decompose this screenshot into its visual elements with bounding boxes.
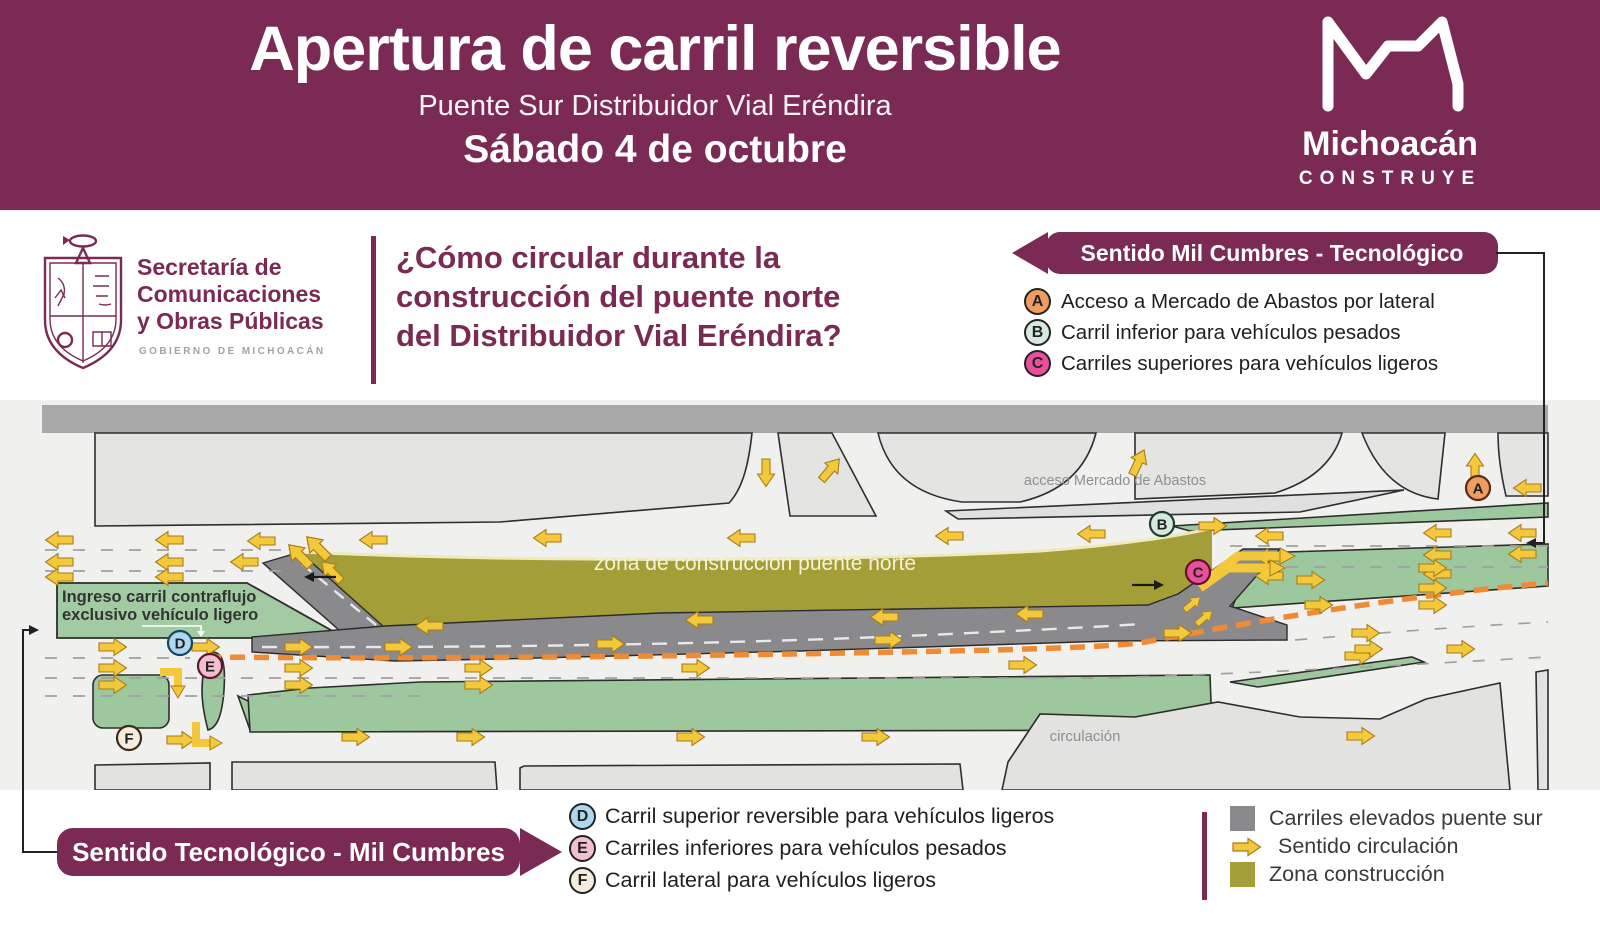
legend-a-text: Acceso a Mercado de Abastos por lateral (1061, 289, 1435, 313)
agency-line2: Comunicaciones (137, 281, 322, 307)
legend-item-b (1024, 319, 1401, 346)
marker-c-badge: C (1024, 350, 1051, 377)
construction-zone-label: zona de construcción puente norte (593, 552, 917, 575)
market-access-label: acceso Mercado de Abastos (1023, 473, 1207, 489)
agency-name (137, 254, 324, 335)
michoacan-construye-logo (1280, 6, 1500, 190)
map-legend-elevated-lanes (1230, 806, 1543, 831)
question-heading (396, 238, 842, 355)
yellow-arrow-swatch (1230, 837, 1264, 857)
map-legend-divider (1202, 812, 1207, 900)
marker-d-letter: D (174, 635, 186, 653)
map-legend-direction (1230, 834, 1458, 859)
direction-banner-mil-cumbres-tecnologico: Sentido Mil Cumbres - Tecnológico (1046, 232, 1498, 274)
question-line3: del Distribuidor Vial Eréndira? (396, 318, 842, 353)
contraflow-label-line2: exclusivo vehículo ligero (62, 606, 259, 624)
marker-a-badge: A (1024, 288, 1051, 315)
olive-square-swatch (1230, 862, 1255, 887)
circulation-label: circulación (1049, 728, 1121, 745)
agency-line3: y Obras Públicas (137, 308, 324, 334)
banner-right-arrow-icon (520, 828, 562, 876)
marker-b-letter: B (1156, 516, 1168, 534)
marker-f-badge: F (569, 867, 596, 894)
legend-c-text: Carriles superiores para vehículos ligeros (1061, 351, 1439, 375)
marker-a-letter: A (1472, 480, 1484, 498)
direction-banner-tecnologico-mil-cumbres: Sentido Tecnológico - Mil Cumbres (57, 828, 520, 876)
marker-e-badge: E (569, 835, 596, 862)
header-banner (0, 0, 1600, 210)
marker-f-letter: F (124, 730, 134, 748)
bottom-legend-section (0, 790, 1600, 932)
government-label: GOBIERNO DE MICHOACÁN (139, 346, 326, 357)
legend-item-e (569, 835, 1007, 862)
m-route-logo-icon (1290, 6, 1490, 118)
legend-item-c (1024, 350, 1438, 377)
agency-line1: Secretaría de (137, 254, 282, 280)
map-legend-direction-text: Sentido circulación (1278, 834, 1459, 858)
brand-tagline: CONSTRUYE (1298, 168, 1482, 189)
legend-f-text: Carril lateral para vehículos ligeros (605, 868, 937, 892)
map-legend-elevated-text: Carriles elevados puente sur (1269, 806, 1543, 830)
gray-square-swatch (1230, 806, 1255, 831)
info-section (0, 210, 1600, 400)
map-legend-construction (1230, 862, 1445, 887)
legend-item-d (569, 803, 1054, 830)
page-subtitle: Puente Sur Distribuidor Vial Eréndira (418, 90, 892, 122)
legend-b-text: Carril inferior para vehículos pesados (1061, 320, 1401, 344)
coat-of-arms-icon (33, 228, 133, 388)
page-title: Apertura de carril reversible (249, 14, 1061, 84)
question-line1: ¿Cómo circular durante la (396, 240, 781, 275)
legend-d-text: Carril superior reversible para vehículos ligeros (605, 804, 1055, 828)
banner-left-arrow-icon (1012, 232, 1048, 274)
event-date: Sábado 4 de octubre (463, 128, 847, 171)
marker-e-letter: E (204, 658, 216, 676)
marker-c-letter: C (1192, 564, 1204, 582)
map-legend-construction-text: Zona construcción (1269, 862, 1445, 886)
legend-item-a (1024, 288, 1435, 315)
legend-e-text: Carriles inferiores para vehículos pesados (605, 836, 1007, 860)
legend-item-f (569, 867, 936, 894)
marker-d-badge: D (569, 803, 596, 830)
road-diagram (0, 400, 1600, 790)
header-text (40, 10, 1270, 176)
marker-b-badge: B (1024, 319, 1051, 346)
question-line2: construcción del puente norte (396, 279, 841, 314)
brand-name: Michoacán (1302, 125, 1478, 163)
vertical-divider (371, 236, 376, 384)
contraflow-label-line1: Ingreso carril contraflujo (62, 588, 257, 606)
top-road-bar (42, 405, 1548, 433)
